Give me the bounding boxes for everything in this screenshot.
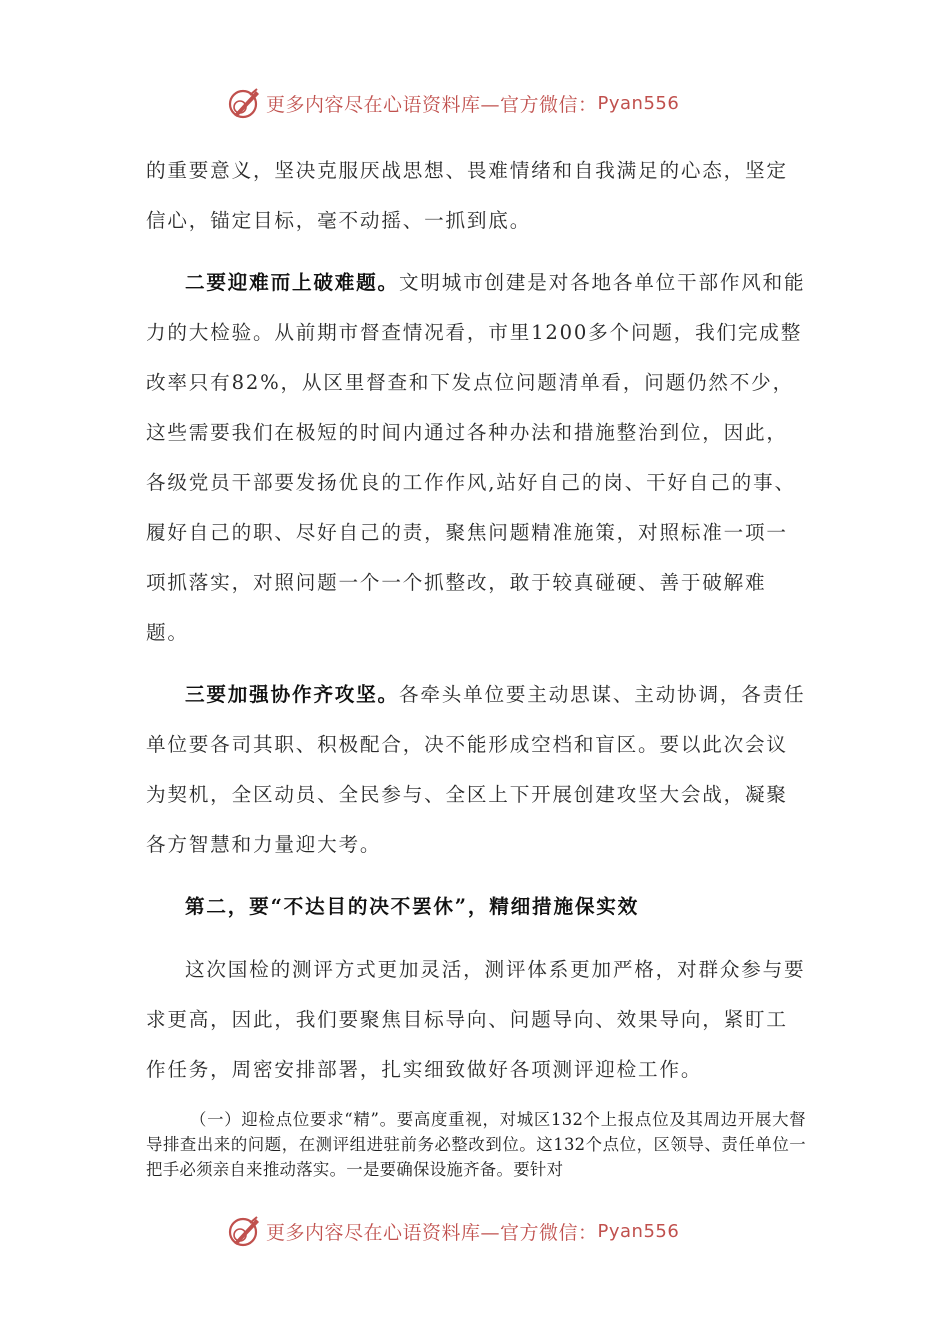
paragraph-1: 的重要意义，坚决克服厌战思想、畏难情绪和自我满足的心态，坚定信心，锚定目标，毫不动摇、一抓到底。 [146,159,788,232]
watermark-text: 更多内容尽在心语资料库—官方微信： [266,93,598,116]
paragraph-2-lead: 二要迎难而上破难题。 [185,271,399,294]
watermark-handle: Pyan556 [597,92,680,114]
watermark-text: 更多内容尽在心语资料库—官方微信： [266,1221,598,1244]
quill-logo-icon [226,1213,262,1249]
paragraph-2 [146,258,806,658]
paragraph-3-body: 各牵头单位要主动思谋、主动协调，各责任单位要各司其职、积极配合，决不能形成空档和盲区。要以此次会议为契机，全区动员、全民参与、全区上下开展创建攻坚大会战，凝聚各方智慧和力量迎大考。 [146,683,806,856]
watermark-header [226,83,746,123]
paragraph-3-lead: 三要加强协作齐攻坚。 [185,683,399,706]
paragraph-5: （一）迎检点位要求“精”。要高度重视，对城区132个上报点位及其周边开展大督导排查出来的问题，在测评组进驻前务必整改到位。这132个点位，区领导、责任单位一把手必须亲自来推动落实。一是要确保设施齐备。要针对 [146,1110,806,1179]
quill-logo-icon [226,85,262,121]
paragraph-2-body: 文明城市创建是对各地各单位干部作风和能力的大检验。从前期市督查情况看，市里1200多个问题，我们完成整改率只有82%，从区里督查和下发点位问题清单看，问题仍然不少，这些需要我们在极短的时间内通过各种办法和措施整治到位，因此，各级党员干部要发扬优良的工作作风,站好自己的岗、干好自己的事、履好自己的职、尽好自己的责，聚焦问题精准施策，对照标准一项一项抓落实，对照问题一个一个抓整改，敢于较真碰硬、善于破解难题。 [146,271,806,644]
paragraph-4: 这次国检的测评方式更加灵活，测评体系更加严格，对群众参与要求更高，因此，我们要聚焦目标导向、问题导向、效果导向，紧盯工作任务，周密安排部署，扎实细致做好各项测评迎检工作。 [146,958,806,1081]
section-heading-2: 第二，要“不达目的决不罢休”，精细措施保实效 [185,895,640,918]
watermark-handle: Pyan556 [597,1220,680,1242]
paragraph-3 [146,670,806,870]
watermark-footer [226,1211,746,1251]
